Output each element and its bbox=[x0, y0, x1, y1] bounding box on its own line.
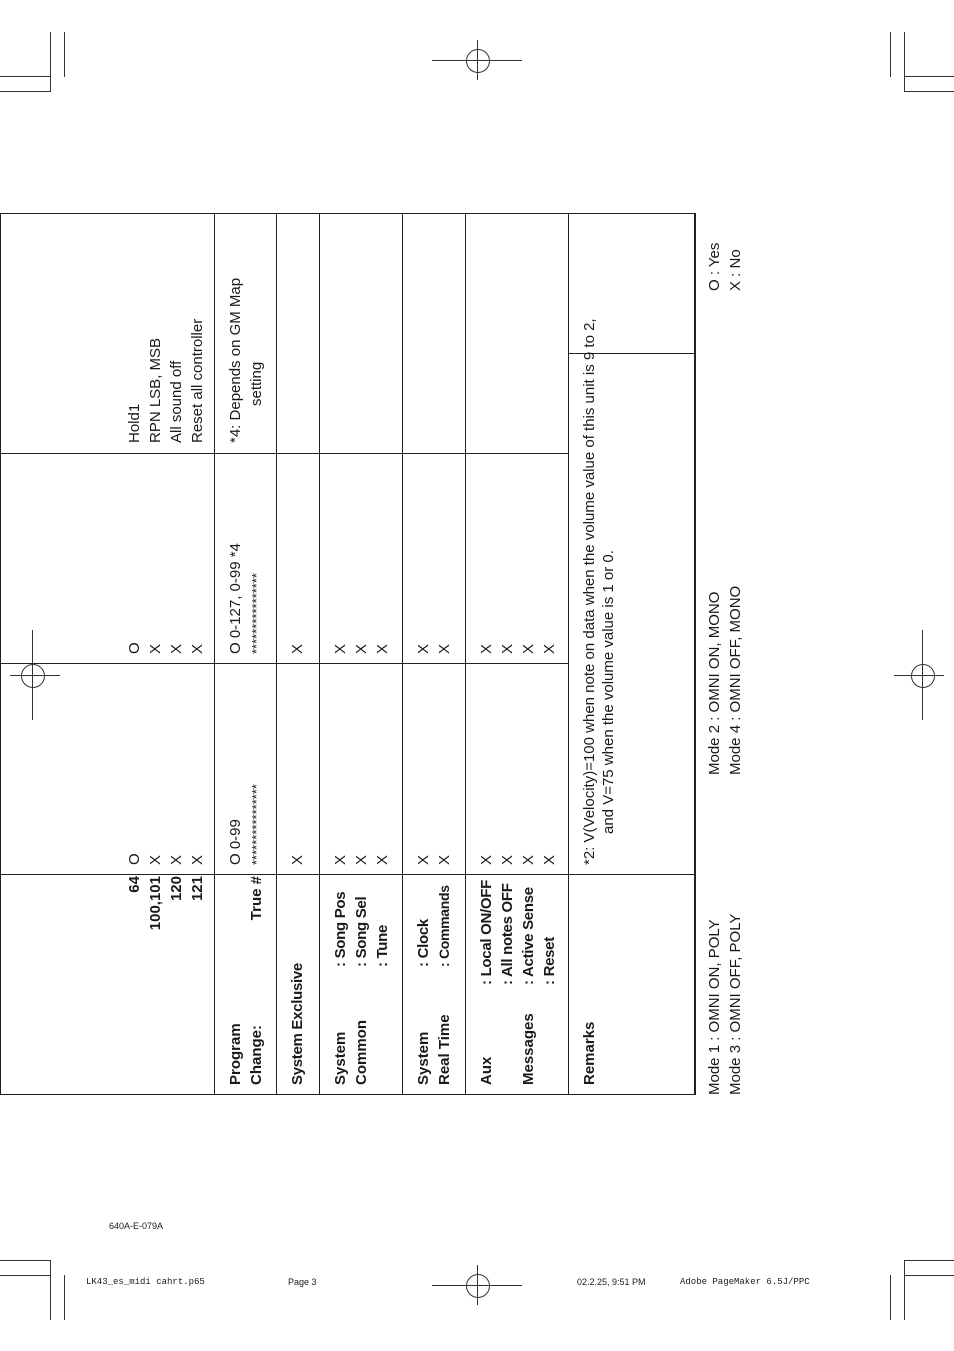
aux-item-1: : All notes OFF bbox=[499, 883, 516, 985]
controller-transmitted-1: X bbox=[147, 854, 164, 865]
system-common-transmitted-1: X bbox=[353, 854, 370, 865]
controller-remark-2: All sound off bbox=[168, 360, 185, 443]
remarks-note-line-1: *2: V(Velocity)=100 when note on data when the volume value of this unit is 9 to 2, bbox=[581, 318, 598, 865]
remarks-label: Remarks bbox=[581, 1021, 598, 1085]
program-change-transmitted-1: O 0-99 bbox=[227, 819, 244, 865]
controller-recognized-1: X bbox=[147, 643, 164, 654]
system-common-label-1: System bbox=[332, 1031, 349, 1085]
document-code: 640A-E-079A bbox=[109, 1221, 164, 1231]
aux-item-0: : Local ON/OFF bbox=[478, 880, 495, 985]
system-common-item-0: : Song Pos bbox=[332, 891, 349, 967]
controller-transmitted-0: O bbox=[126, 853, 143, 865]
system-common-transmitted-0: X bbox=[332, 854, 349, 865]
aux-recognized-2: X bbox=[520, 643, 537, 654]
aux-item-3: : Reset bbox=[541, 937, 558, 985]
controller-number-100-101: 100,101 bbox=[147, 876, 164, 931]
system-real-time-label-1: System bbox=[415, 1031, 432, 1085]
footer-date: 02.2.25, 9:51 PM bbox=[577, 1277, 646, 1287]
controller-recognized-0: O bbox=[126, 642, 143, 654]
legend-no: X : No bbox=[727, 249, 744, 291]
system-exclusive-transmitted: X bbox=[289, 854, 306, 865]
system-common-recognized-1: X bbox=[353, 643, 370, 654]
system-exclusive-recognized: X bbox=[289, 643, 306, 654]
program-change-true-label: True # bbox=[248, 876, 265, 921]
controller-transmitted-3: X bbox=[189, 854, 206, 865]
mode-1: Mode 1 : OMNI ON, POLY bbox=[706, 919, 723, 1095]
controller-number-120: 120 bbox=[168, 876, 185, 902]
controller-recognized-2: X bbox=[168, 643, 185, 654]
system-common-recognized-2: X bbox=[374, 643, 391, 654]
mode-4: Mode 4 : OMNI OFF, MONO bbox=[727, 585, 744, 775]
aux-transmitted-3: X bbox=[541, 854, 558, 865]
footer-app: Adobe PageMaker 6.5J/PPC bbox=[680, 1277, 810, 1287]
footer-page: Page 3 bbox=[288, 1277, 317, 1287]
remarks-note-line-2: and V=75 when the volume value is 1 or 0. bbox=[600, 550, 617, 834]
legend-yes: O : Yes bbox=[706, 242, 723, 291]
program-change-remark-2: setting bbox=[248, 361, 265, 406]
mode-3: Mode 3 : OMNI OFF, POLY bbox=[727, 913, 744, 1095]
system-common-item-2: : Tune bbox=[374, 924, 391, 967]
controller-remark-0: Hold1 bbox=[126, 403, 143, 443]
system-common-recognized-0: X bbox=[332, 643, 349, 654]
system-common-label-2: Common bbox=[353, 1020, 370, 1085]
program-change-remark-1: *4: Depends on GM Map bbox=[227, 277, 244, 443]
controller-number-64: 64 bbox=[126, 876, 143, 893]
controller-number-121: 121 bbox=[189, 876, 206, 902]
aux-label-1: Aux bbox=[478, 1056, 495, 1085]
mode-2: Mode 2 : OMNI ON, MONO bbox=[706, 591, 723, 775]
aux-recognized-1: X bbox=[499, 643, 516, 654]
system-real-time-transmitted-1: X bbox=[436, 854, 453, 865]
aux-recognized-3: X bbox=[541, 643, 558, 654]
system-real-time-transmitted-0: X bbox=[415, 854, 432, 865]
system-common-transmitted-2: X bbox=[374, 854, 391, 865]
aux-transmitted-2: X bbox=[520, 854, 537, 865]
system-real-time-item-0: : Clock bbox=[415, 919, 432, 967]
aux-transmitted-0: X bbox=[478, 854, 495, 865]
aux-transmitted-1: X bbox=[499, 854, 516, 865]
system-real-time-recognized-0: X bbox=[415, 643, 432, 654]
program-change-label-2: Change: bbox=[248, 1025, 265, 1085]
controller-transmitted-2: X bbox=[168, 854, 185, 865]
system-common-item-1: : Song Sel bbox=[353, 896, 370, 967]
program-change-transmitted-2: **************** bbox=[249, 784, 264, 865]
aux-recognized-0: X bbox=[478, 643, 495, 654]
aux-item-2: : Active Sense bbox=[520, 887, 537, 985]
system-real-time-recognized-1: X bbox=[436, 643, 453, 654]
program-change-recognized-1: O 0-127, 0-99 *4 bbox=[227, 543, 244, 654]
system-real-time-item-1: : Commands bbox=[436, 885, 452, 967]
controller-remark-3: Reset all controller bbox=[189, 318, 206, 443]
aux-label-2: Messages bbox=[520, 1013, 537, 1085]
system-exclusive-label: System Exclusive bbox=[289, 963, 306, 1085]
program-change-recognized-2: **************** bbox=[249, 573, 264, 654]
program-change-label-1: Program bbox=[227, 1023, 244, 1085]
footer-filename: LK43_es_midi cahrt.p65 bbox=[86, 1277, 205, 1287]
controller-remark-1: RPN LSB, MSB bbox=[147, 337, 164, 443]
system-real-time-label-2: Real Time bbox=[436, 1014, 453, 1085]
controller-recognized-3: X bbox=[189, 643, 206, 654]
